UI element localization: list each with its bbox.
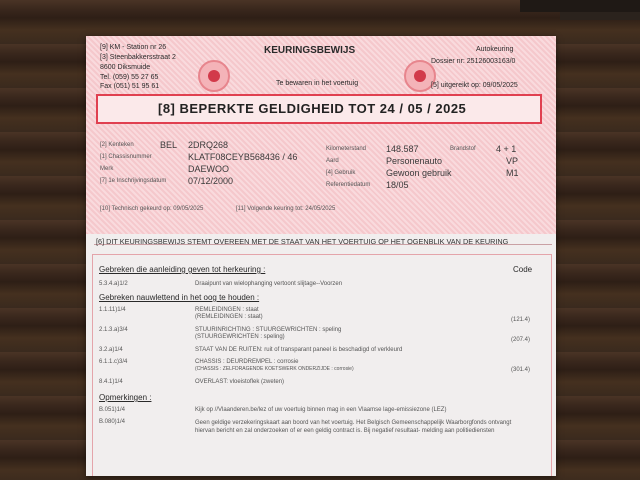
defect-text: OVERLAST: vloeistoflek (zweten): [195, 379, 285, 385]
station-address: [3] Steenbakkersstraat 2: [100, 54, 176, 61]
mileage-value: 148.587: [386, 144, 419, 154]
reference-date-value: 18/05: [386, 180, 409, 190]
autokeuring-label: Autokeuring: [476, 46, 514, 53]
station-tel: Tel. (059) 55 27 65: [100, 74, 159, 81]
first-registration-date: 07/12/2000: [188, 176, 234, 186]
kind-value: Personenauto: [386, 156, 443, 166]
station-line: [9] KM - Station nr 26: [100, 44, 167, 51]
inspection-certificate: [86, 36, 556, 476]
defect-subtext: (CHASSIS : ZELFDRAGENDE KOETSWERK ONDERZIJDE : corrosie): [195, 366, 354, 372]
conformity-statement: [6] DIT KEURINGSBEWIJS STEMT OVEREEN MET DE STAAT VAN HET VOERTUIG OP HET OGENBLIK VAN DE KEURING: [96, 237, 509, 246]
defect-text: REMLEIDINGEN : staat: [195, 307, 259, 313]
chassis-label: [1] Chassisnummer: [100, 154, 152, 160]
fuel-label: Brandstof: [450, 146, 476, 152]
vp-value: VP: [506, 156, 519, 166]
defect-code: 6.1.1.c)3/4: [99, 359, 128, 365]
defect-ref: (207.4): [511, 337, 531, 343]
brand-value: DAEWOO: [188, 164, 230, 174]
remark-code: B.080)1/4: [99, 419, 126, 425]
table-edge-lower: [560, 12, 640, 20]
defect-code: 1.1.11)1/4: [99, 307, 126, 313]
defect-code: 8.4.1)1/4: [99, 379, 123, 385]
plate-number: 2DRQ268: [188, 140, 229, 150]
usage-label: [4] Gebruik: [326, 170, 356, 176]
defect-subtext: (REMLEIDINGEN : staat): [195, 314, 263, 320]
chassis-number: KLATF08CEYB568436 / 46: [188, 152, 298, 162]
technical-inspection-date: [10] Technisch gekeurd op: 09/05/2025: [100, 206, 204, 212]
seats-value: 4 + 1: [496, 144, 517, 154]
defects-box: [92, 254, 552, 476]
usage-value: Gewoon gebruik: [386, 168, 452, 178]
station-city: 8600 Diksmuide: [100, 64, 151, 71]
country-code: BEL: [160, 140, 178, 150]
eye-logo-icon: [198, 60, 230, 92]
remark-text: Geen geldige verzekeringskaart aan boord van het voertuig. Het Belgisch Gemeenschappelijk Waarborgfonds ontvangt hiervan bericht en zal onderzoeken of er een geldig contract is. Bij negatief resultaat- melding aan politiediensten: [195, 420, 512, 434]
defect-ref: (301.4): [511, 367, 531, 373]
issue-date: [5] uitgereikt op: 09/05/2025: [431, 82, 518, 89]
code-header: Code: [513, 265, 533, 274]
next-inspection-date: [11] Volgende keuring tot: 24/05/2025: [236, 206, 336, 212]
table-edge: [520, 0, 640, 12]
defect-text: STAAT VAN DE RUITEN: ruit of transparant paneel is beschadigd of verkleurd: [195, 347, 403, 353]
remark-text: Kijk op //Vlaanderen.be/lez of uw voertuig binnen mag in een Vlaamse lage-emissiezone (LEZ): [195, 407, 447, 413]
defect-subtext: (STUURGEWRICHTEN : speling): [195, 334, 285, 340]
limited-validity-text: [8] BEPERKTE GELDIGHEID TOT 24 / 05 / 2025: [158, 101, 467, 116]
first-registration-label: [7] 1e Inschrijvingsdatum: [100, 178, 167, 184]
kind-label: Aard: [326, 158, 339, 164]
document-title: KEURINGSBEWIJS: [264, 45, 356, 56]
keep-in-vehicle-note: Te bewaren in het voertuig: [276, 80, 359, 87]
reference-date-label: Referentiedatum: [326, 182, 371, 188]
brand-label: Merk: [100, 166, 114, 172]
remarks-title: Opmerkingen :: [99, 393, 152, 402]
defect-text: STUURINRICHTING : STUURGEWRICHTEN : speling: [195, 327, 342, 333]
monitor-defects-title: Gebreken nauwlettend in het oog te houden :: [99, 293, 260, 302]
defect-code: 5.3.4.a)1/2: [99, 281, 128, 287]
defect-code: 3.2.a)1/4: [99, 347, 123, 353]
defect-ref: (121.4): [511, 317, 531, 323]
limited-validity-banner: [96, 94, 542, 124]
remark-code: B.051)1/4: [99, 407, 126, 413]
station-fax: Fax (051) 51 95 61: [100, 83, 160, 90]
defect-text: CHASSIS : DEURDREMPEL : corrosie: [195, 359, 299, 365]
defect-text: Draaipunt van wielophanging vertoont slijtage--Voorzen: [195, 281, 343, 287]
security-pattern-area: [86, 36, 556, 234]
mileage-label: Kilometerstand: [326, 146, 367, 152]
dossier-number: Dossier nr: 25126003163/0: [431, 58, 516, 65]
defect-code: 2.1.3.a)3/4: [99, 327, 128, 333]
retest-defects-title: Gebreken die aanleiding geven tot herkeuring :: [99, 265, 266, 274]
plate-label: [2] Kenteken: [100, 142, 134, 148]
category-value: M1: [506, 168, 519, 178]
